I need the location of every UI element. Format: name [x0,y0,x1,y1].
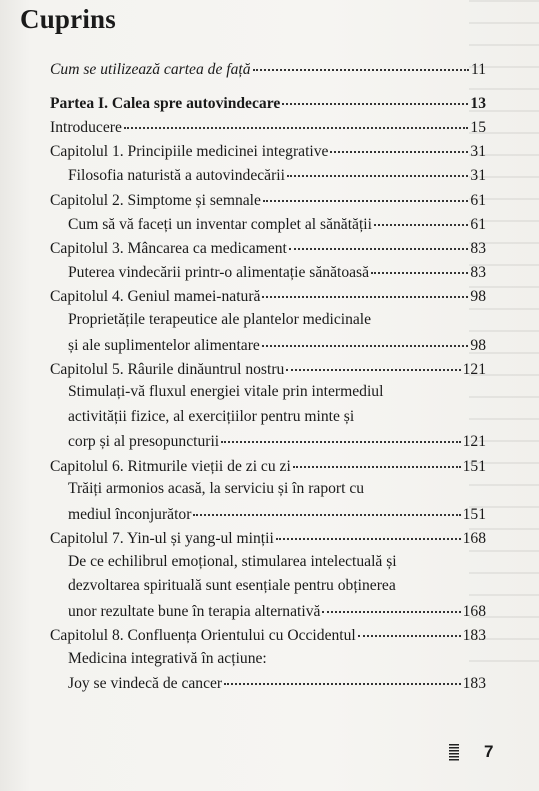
page-ornament-icon [449,744,459,762]
toc-entry[interactable] [50,284,486,308]
toc-entry-label: Capitolul 2. Simptome și semnale [50,191,261,209]
toc-entry-label: Puterea vindecării printr-o alimentație sănătoasă [68,264,370,282]
dot-leader [358,619,461,637]
toc-entry-page: 98 [470,336,486,354]
toc-entry-page: 151 [462,457,486,475]
toc-entry-page: 61 [470,191,486,209]
toc-subentry-line: dezvoltarea spirituală sunt esențiale pentru obținerea [68,576,396,594]
dot-leader [253,53,469,71]
dot-leader [371,257,468,275]
dot-leader [374,208,468,226]
toc-entry[interactable] [50,56,486,80]
dot-leader [330,136,468,154]
toc-subentry-line: Medicina integrativă în acțiune: [68,649,267,667]
toc-entry[interactable] [50,453,486,477]
toc-entry-page: 31 [470,167,486,185]
dot-leader [124,111,469,129]
toc-subentry-line: Proprietățile terapeutice ale plantelor medicinale [68,310,372,328]
toc-entry-label: Capitolul 6. Ritmurile vieții de zi cu zi [50,457,291,475]
toc-entry-page: 15 [470,118,486,136]
toc-entry-label: Capitolul 3. Mâncarea ca medicament [50,239,287,257]
dot-leader [193,498,460,516]
toc-entry-label: Joy se vindecă de cancer [68,675,223,693]
toc-entry-page: 13 [470,94,486,112]
dot-leader [287,160,468,178]
toc-entry-page: 121 [462,433,486,451]
toc-entry-page: 183 [462,675,486,693]
toc-entry-page: 151 [462,505,486,523]
toc-entry-label: corp și al presopuncturii [68,433,220,451]
toc-entry-label: Capitolul 4. Geniul mamei-natură [50,288,261,306]
dot-leader [289,232,469,250]
toc-entry-label: Capitolul 8. Confluența Orientului cu Occidentul [50,626,356,644]
toc-subentry-line: activității fizice, al exercițiilor pentru minte și [68,407,355,425]
toc-entry-page: 83 [470,264,486,282]
dot-leader [221,426,460,444]
toc-entry-page: 121 [462,360,486,378]
dot-leader [322,595,460,613]
toc-entry-label: și ale suplimentelor alimentare [68,336,260,354]
toc-subentry[interactable] [50,671,486,695]
toc-entry-page: 61 [470,215,486,233]
toc-entry-page: 83 [470,239,486,257]
toc-entry[interactable] [50,622,486,646]
dot-leader [263,184,468,202]
toc-entry-page: 168 [462,602,486,620]
dot-leader [276,523,461,541]
toc-entry-label: unor rezultate bune în terapia alternativă [68,602,321,620]
toc-subentry-line: De ce echilibrul emoțional, stimularea intelectuală și [68,552,397,570]
table-of-contents [50,56,486,695]
page-number: 7 [484,742,494,761]
toc-entry-label: Capitolul 7. Yin-ul și yang-ul minții [50,530,274,548]
page-title: Cuprins [20,4,116,34]
toc-entry-label: Introducere [50,118,122,136]
toc-entry-label: Capitolul 5. Râurile dinăuntrul nostru [50,360,285,378]
toc-entry-label: Cum să vă faceți un inventar complet al sănătății [68,215,372,233]
dot-leader [262,329,469,347]
toc-entry[interactable] [50,526,486,550]
toc-entry-label: Capitolul 1. Principiile medicinei integrative [50,143,329,161]
toc-entry[interactable] [50,356,486,380]
dot-leader [262,281,468,299]
toc-entry-label: mediul înconjurător [68,505,192,523]
toc-entry-page: 11 [470,60,486,78]
toc-entry-label: Cum se utilizează cartea de față [50,60,251,78]
toc-subentry-line: Trăiți armonios acasă, la serviciu și în raport cu [68,480,365,498]
toc-entry-label: Partea I. Calea spre autovindecare [50,94,281,112]
toc-entry-label: Filosofia naturistă a autovindecării [68,167,285,185]
dot-leader [282,87,468,105]
toc-entry-page: 31 [470,143,486,161]
toc-subentry-line: Stimulați-vă fluxul energiei vitale prin intermediul [68,383,384,401]
toc-entry-page: 98 [470,288,486,306]
dot-leader [286,353,460,371]
dot-leader [293,450,461,468]
toc-entry-page: 183 [462,626,486,644]
dot-leader [224,668,460,686]
toc-entry-page: 168 [462,530,486,548]
